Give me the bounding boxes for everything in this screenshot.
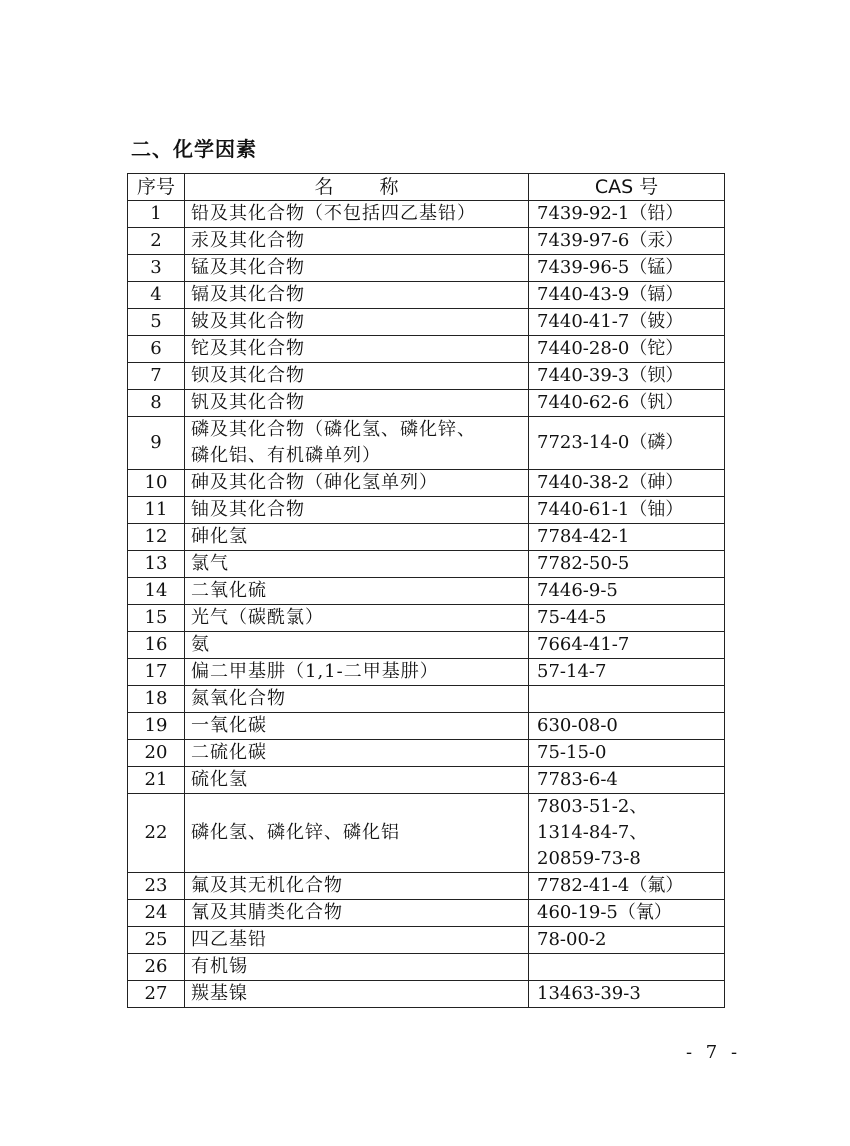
- row-name: 偏二甲基肼（1,1-二甲基肼）: [185, 659, 529, 686]
- row-name: 氰及其腈类化合物: [185, 900, 529, 927]
- row-index: 8: [128, 390, 185, 417]
- table-row: [128, 309, 725, 336]
- row-name: 氨: [185, 632, 529, 659]
- row-name: [185, 417, 529, 470]
- row-index: 15: [128, 605, 185, 632]
- row-cas: 7439-97-6（汞）: [529, 228, 725, 255]
- row-cas: 13463-39-3: [529, 981, 725, 1008]
- chemical-factors-table: [127, 173, 725, 1008]
- table-row: [128, 632, 725, 659]
- table-row: [128, 740, 725, 767]
- row-name: 钒及其化合物: [185, 390, 529, 417]
- row-index: 21: [128, 767, 185, 794]
- row-name: 镉及其化合物: [185, 282, 529, 309]
- row-index: 20: [128, 740, 185, 767]
- row-index: 22: [128, 794, 185, 873]
- row-index: 26: [128, 954, 185, 981]
- table-row: [128, 282, 725, 309]
- table-row: [128, 686, 725, 713]
- table-row: [128, 470, 725, 497]
- row-name: 氟及其无机化合物: [185, 873, 529, 900]
- row-cas: 7723-14-0（磷）: [529, 417, 725, 470]
- row-name: 氮氧化合物: [185, 686, 529, 713]
- row-cas: 7784-42-1: [529, 524, 725, 551]
- row-index: 14: [128, 578, 185, 605]
- header-name: 名 称: [185, 174, 529, 201]
- row-name: 砷化氢: [185, 524, 529, 551]
- table-header-row: [128, 174, 725, 201]
- row-name: 铍及其化合物: [185, 309, 529, 336]
- row-cas: 7440-28-0（铊）: [529, 336, 725, 363]
- row-cas: [529, 794, 725, 873]
- row-index: 23: [128, 873, 185, 900]
- row-index: 1: [128, 201, 185, 228]
- row-cas: 7440-38-2（砷）: [529, 470, 725, 497]
- row-index: 4: [128, 282, 185, 309]
- row-cas: 630-08-0: [529, 713, 725, 740]
- row-index: 25: [128, 927, 185, 954]
- section-title: 二、化学因素: [131, 137, 257, 161]
- row-cas: 7440-41-7（铍）: [529, 309, 725, 336]
- row-cas: 75-44-5: [529, 605, 725, 632]
- row-cas: 7783-6-4: [529, 767, 725, 794]
- row-index: 3: [128, 255, 185, 282]
- row-name: 羰基镍: [185, 981, 529, 1008]
- row-index: 9: [128, 417, 185, 470]
- table-row: [128, 497, 725, 524]
- row-cas: 7440-62-6（钒）: [529, 390, 725, 417]
- table-row: [128, 713, 725, 740]
- cas-line: 7803-51-2、: [537, 796, 648, 817]
- table-row: [128, 201, 725, 228]
- table-row: [128, 794, 725, 873]
- row-index: 2: [128, 228, 185, 255]
- row-name: 汞及其化合物: [185, 228, 529, 255]
- table-row: [128, 954, 725, 981]
- row-name: 二氧化硫: [185, 578, 529, 605]
- row-cas: 7782-41-4（氟）: [529, 873, 725, 900]
- row-index: 27: [128, 981, 185, 1008]
- row-cas: 7664-41-7: [529, 632, 725, 659]
- row-cas: 7440-61-1（铀）: [529, 497, 725, 524]
- row-name: 锰及其化合物: [185, 255, 529, 282]
- row-cas: 78-00-2: [529, 927, 725, 954]
- row-cas: 75-15-0: [529, 740, 725, 767]
- table-row: [128, 390, 725, 417]
- header-cas: CAS 号: [529, 174, 725, 201]
- table-row: [128, 255, 725, 282]
- row-index: 19: [128, 713, 185, 740]
- row-name: 有机锡: [185, 954, 529, 981]
- table-row: [128, 524, 725, 551]
- row-name: 铊及其化合物: [185, 336, 529, 363]
- table-row: [128, 551, 725, 578]
- row-index: 18: [128, 686, 185, 713]
- table-row: [128, 228, 725, 255]
- row-index: 7: [128, 363, 185, 390]
- table-row: [128, 900, 725, 927]
- row-cas: 7439-92-1（铅）: [529, 201, 725, 228]
- row-index: 11: [128, 497, 185, 524]
- row-index: 10: [128, 470, 185, 497]
- row-cas: [529, 686, 725, 713]
- row-index: 6: [128, 336, 185, 363]
- cas-line: 20859-73-8: [537, 848, 641, 869]
- table-row: [128, 981, 725, 1008]
- row-cas: 7440-39-3（钡）: [529, 363, 725, 390]
- row-name: 钡及其化合物: [185, 363, 529, 390]
- table-row: [128, 417, 725, 470]
- row-name: 氯气: [185, 551, 529, 578]
- table-row: [128, 336, 725, 363]
- row-name: 四乙基铅: [185, 927, 529, 954]
- table-row: [128, 927, 725, 954]
- row-cas: 7439-96-5（锰）: [529, 255, 725, 282]
- row-cas: [529, 954, 725, 981]
- row-index: 16: [128, 632, 185, 659]
- row-name: 磷化氢、磷化锌、磷化铝: [185, 794, 529, 873]
- row-cas: 7440-43-9（镉）: [529, 282, 725, 309]
- row-name: 砷及其化合物（砷化氢单列）: [185, 470, 529, 497]
- row-name: 一氧化碳: [185, 713, 529, 740]
- name-line: 磷及其化合物（磷化氢、磷化锌、: [191, 419, 476, 440]
- row-index: 24: [128, 900, 185, 927]
- table-row: [128, 659, 725, 686]
- row-name: 二硫化碳: [185, 740, 529, 767]
- header-index: 序号: [128, 174, 185, 201]
- row-name: 铅及其化合物（不包括四乙基铅）: [185, 201, 529, 228]
- row-index: 12: [128, 524, 185, 551]
- row-cas: 7446-9-5: [529, 578, 725, 605]
- table-row: [128, 767, 725, 794]
- cas-line: 1314-84-7、: [537, 822, 648, 843]
- row-cas: 7782-50-5: [529, 551, 725, 578]
- row-cas: 57-14-7: [529, 659, 725, 686]
- table-row: [128, 363, 725, 390]
- row-index: 5: [128, 309, 185, 336]
- row-name: 铀及其化合物: [185, 497, 529, 524]
- page-number: - 7 -: [686, 1042, 742, 1063]
- row-cas: 460-19-5（氰）: [529, 900, 725, 927]
- table-row: [128, 873, 725, 900]
- row-index: 13: [128, 551, 185, 578]
- table-row: [128, 605, 725, 632]
- table-row: [128, 578, 725, 605]
- row-name: 光气（碳酰氯）: [185, 605, 529, 632]
- row-index: 17: [128, 659, 185, 686]
- name-line: 磷化铝、有机磷单列）: [191, 445, 381, 466]
- row-name: 硫化氢: [185, 767, 529, 794]
